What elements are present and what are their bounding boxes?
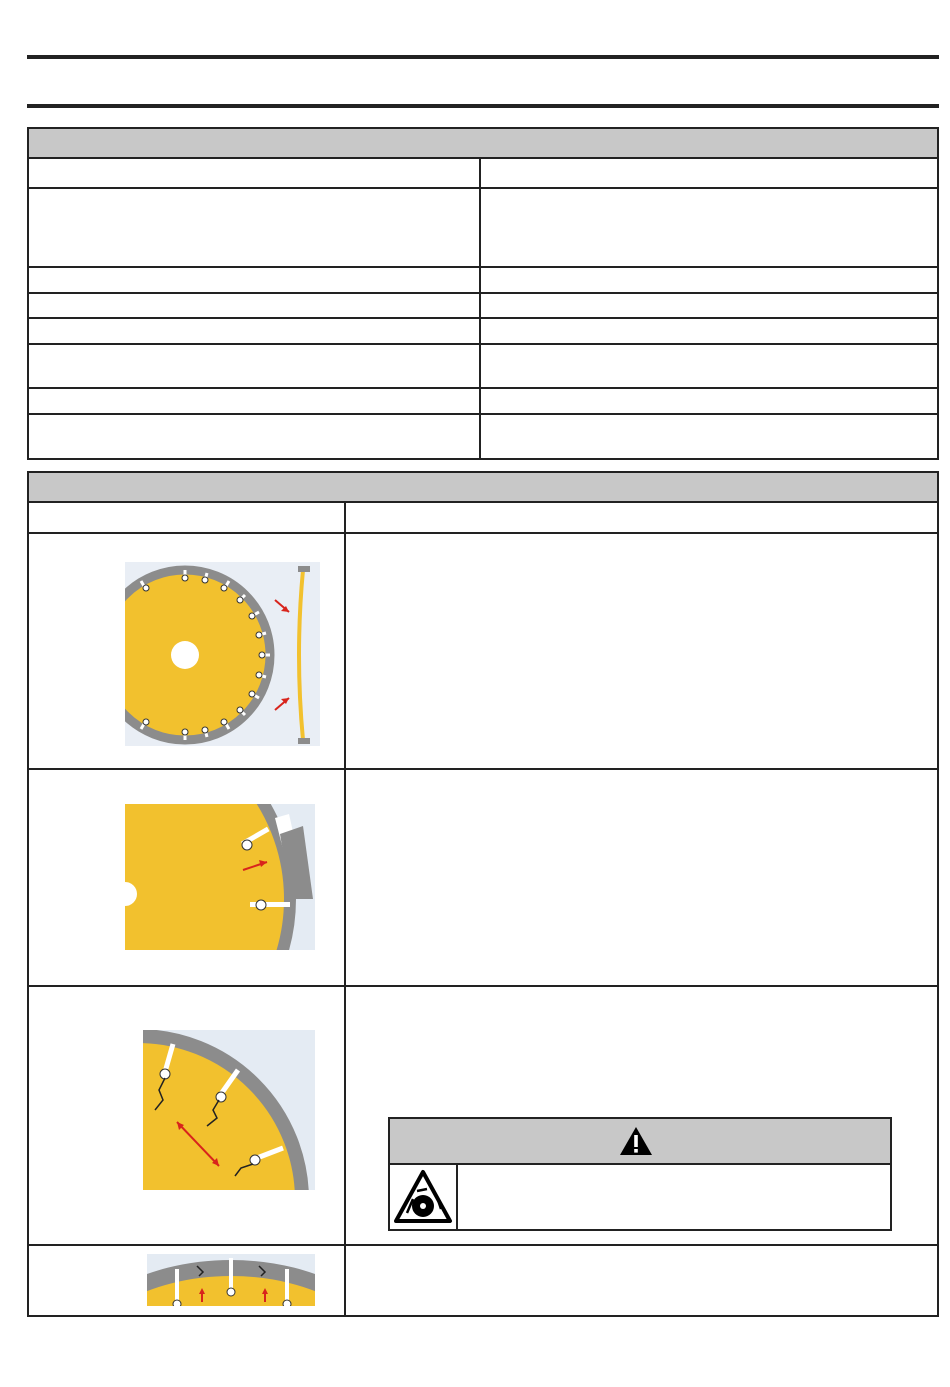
spec-label (29, 319, 481, 343)
specs-row (29, 345, 937, 389)
top-rule (27, 55, 939, 59)
spec-value (481, 345, 937, 387)
spec-label (29, 159, 481, 187)
inspection-column-headers (29, 503, 937, 534)
spec-value (481, 268, 937, 292)
inspection-text (346, 770, 937, 985)
warning-icon-cell (390, 1165, 458, 1229)
cracked-core-illustration (143, 1030, 315, 1190)
warning-triangle-icon (618, 1125, 654, 1157)
specs-row (29, 294, 937, 319)
spec-value (481, 415, 937, 458)
spec-value (481, 389, 937, 413)
spec-value (481, 294, 937, 317)
cracked-segments-illustration (147, 1254, 315, 1306)
spec-label (29, 389, 481, 413)
warped-blade-illustration (125, 562, 320, 746)
spec-label (29, 415, 481, 458)
specs-header-left (29, 129, 481, 157)
warning-header (390, 1119, 890, 1165)
specs-header-right (481, 129, 937, 157)
spec-label (29, 189, 481, 266)
specs-header (29, 129, 937, 159)
specs-row (29, 415, 937, 458)
spec-value (481, 319, 937, 343)
inspection-text (346, 1246, 937, 1315)
inspection-col-figure (29, 503, 346, 532)
spec-value (481, 159, 937, 187)
specs-row (29, 268, 937, 294)
spec-label (29, 268, 481, 292)
specs-table (27, 127, 939, 460)
inspection-col-description (346, 503, 937, 532)
specs-row (29, 319, 937, 345)
warning-body (390, 1165, 890, 1229)
inspection-text (346, 534, 937, 768)
specs-row (29, 189, 937, 268)
warning-text (458, 1165, 890, 1229)
missing-segment-illustration (125, 804, 315, 950)
inspection-header (29, 473, 937, 503)
spec-label (29, 294, 481, 317)
spec-label (29, 345, 481, 387)
title-rule (27, 104, 939, 108)
spec-value (481, 189, 937, 266)
specs-row (29, 159, 937, 189)
blade-hazard-icon (393, 1169, 453, 1225)
specs-row (29, 389, 937, 415)
warning-box (388, 1117, 892, 1231)
